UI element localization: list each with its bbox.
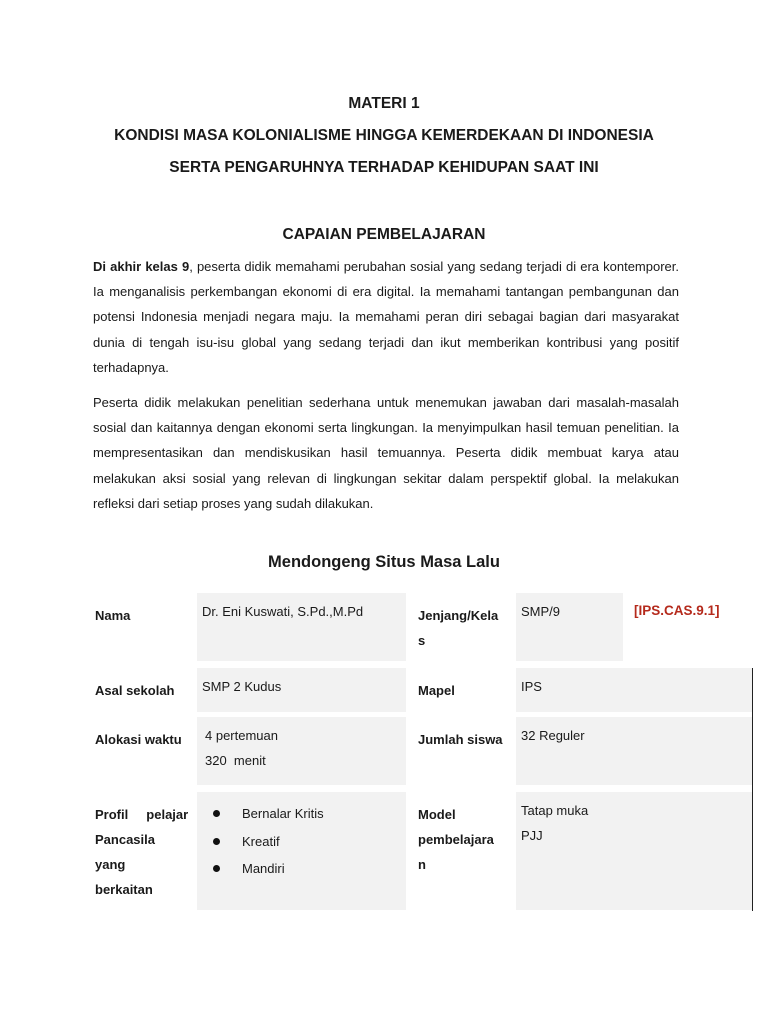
jenjang-value: SMP/9 <box>516 593 623 661</box>
capaian-paragraph-1-text: , peserta didik memahami perubahan sosial yang sedang terjadi di era kontemporer. Ia menganalisis perkembangan ekonomi di era digital. Ia memahami tantangan pembangunan dan potensi Indonesia menjadi negara maju. Ia memahami peran diri sebagai bagian dari masyarakat dunia di tengah isu-isu global yang sedang terjadi dan ikut memberikan kontribusi yang positif terhadapnya. <box>93 259 679 375</box>
bullet-icon <box>213 865 220 872</box>
bullet-icon <box>213 838 220 845</box>
model-label-line-1: Model <box>418 807 456 822</box>
capaian-paragraph-1 <box>93 254 679 380</box>
profil-pelajar-label <box>93 796 193 908</box>
bullet-icon <box>213 810 220 817</box>
profil-list-item <box>197 828 406 856</box>
title-line-2: KONDISI MASA KOLONIALISME HINGGA KEMERDEKAAN DI INDONESIA <box>114 127 654 144</box>
profil-item-text: Mandiri <box>242 861 285 876</box>
mapel-value: IPS <box>516 668 752 712</box>
module-code: [IPS.CAS.9.1] <box>634 603 720 618</box>
nama-label: Nama <box>95 608 131 623</box>
jenjang-label-line-1: Jenjang/Kela <box>418 608 499 623</box>
capaian-paragraph-2: Peserta didik melakukan penelitian sederhana untuk menemukan jawaban dari masalah-masalah sosial dan kaitannya dengan ekonomi serta lingkungan. Ia menyimpulkan hasil temuan penelitian. Ia mempresentasikan dan mendiskusikan hasil temuannya. Peserta didik membuat karya atau melakukan aksi sosial yang relevan di lingkungan sekitar dalam perspektif global. Ia melakukan refleksi dari setiap proses yang sudah dilakukan. <box>93 395 679 511</box>
asal-sekolah-value: SMP 2 Kudus <box>197 668 406 712</box>
jenjang-label-line-2: s <box>418 633 426 648</box>
module-title: Mendongeng Situs Masa Lalu <box>268 553 500 571</box>
profil-label-line-3: yang <box>95 857 126 872</box>
profil-list-item <box>197 800 406 828</box>
jenjang-label <box>416 597 511 661</box>
model-value-line-1: Tatap muka <box>521 803 589 818</box>
title-line-1: MATERI 1 <box>348 95 420 112</box>
mapel-label: Mapel <box>418 683 455 698</box>
alokasi-waktu-line-2: 320 menit <box>205 753 266 768</box>
model-label-line-3: n <box>418 857 426 872</box>
profil-pelajar-value <box>197 792 406 910</box>
alokasi-waktu-label: Alokasi waktu <box>95 732 182 747</box>
profil-list-item <box>197 855 406 883</box>
model-value-line-2: PJJ <box>521 828 543 843</box>
asal-sekolah-label: Asal sekolah <box>95 683 175 698</box>
nama-value: Dr. Eni Kuswati, S.Pd.,M.Pd <box>197 593 406 661</box>
alokasi-waktu-value <box>197 717 406 785</box>
model-pembelajaran-label <box>416 796 511 908</box>
capaian-heading: CAPAIAN PEMBELAJARAN <box>282 226 486 243</box>
jumlah-siswa-label: Jumlah siswa <box>418 732 503 747</box>
profil-item-text: Kreatif <box>242 833 280 849</box>
table-right-border <box>752 668 753 911</box>
profil-label-line-1: Profil pelajar <box>95 807 189 822</box>
profil-item-text: Bernalar Kritis <box>242 806 324 821</box>
model-pembelajaran-value <box>516 792 752 910</box>
capaian-lead-text: Di akhir kelas 9 <box>93 259 190 274</box>
jumlah-siswa-value: 32 Reguler <box>516 717 752 785</box>
profil-list <box>197 800 406 883</box>
document-title <box>0 88 768 184</box>
profil-label-line-4: berkaitan <box>95 882 153 897</box>
alokasi-waktu-line-1: 4 pertemuan <box>205 728 278 743</box>
profil-label-line-2: Pancasila <box>95 832 155 847</box>
title-line-3: SERTA PENGARUHNYA TERHADAP KEHIDUPAN SAAT INI <box>169 159 599 176</box>
model-label-line-2: pembelajara <box>418 832 494 847</box>
